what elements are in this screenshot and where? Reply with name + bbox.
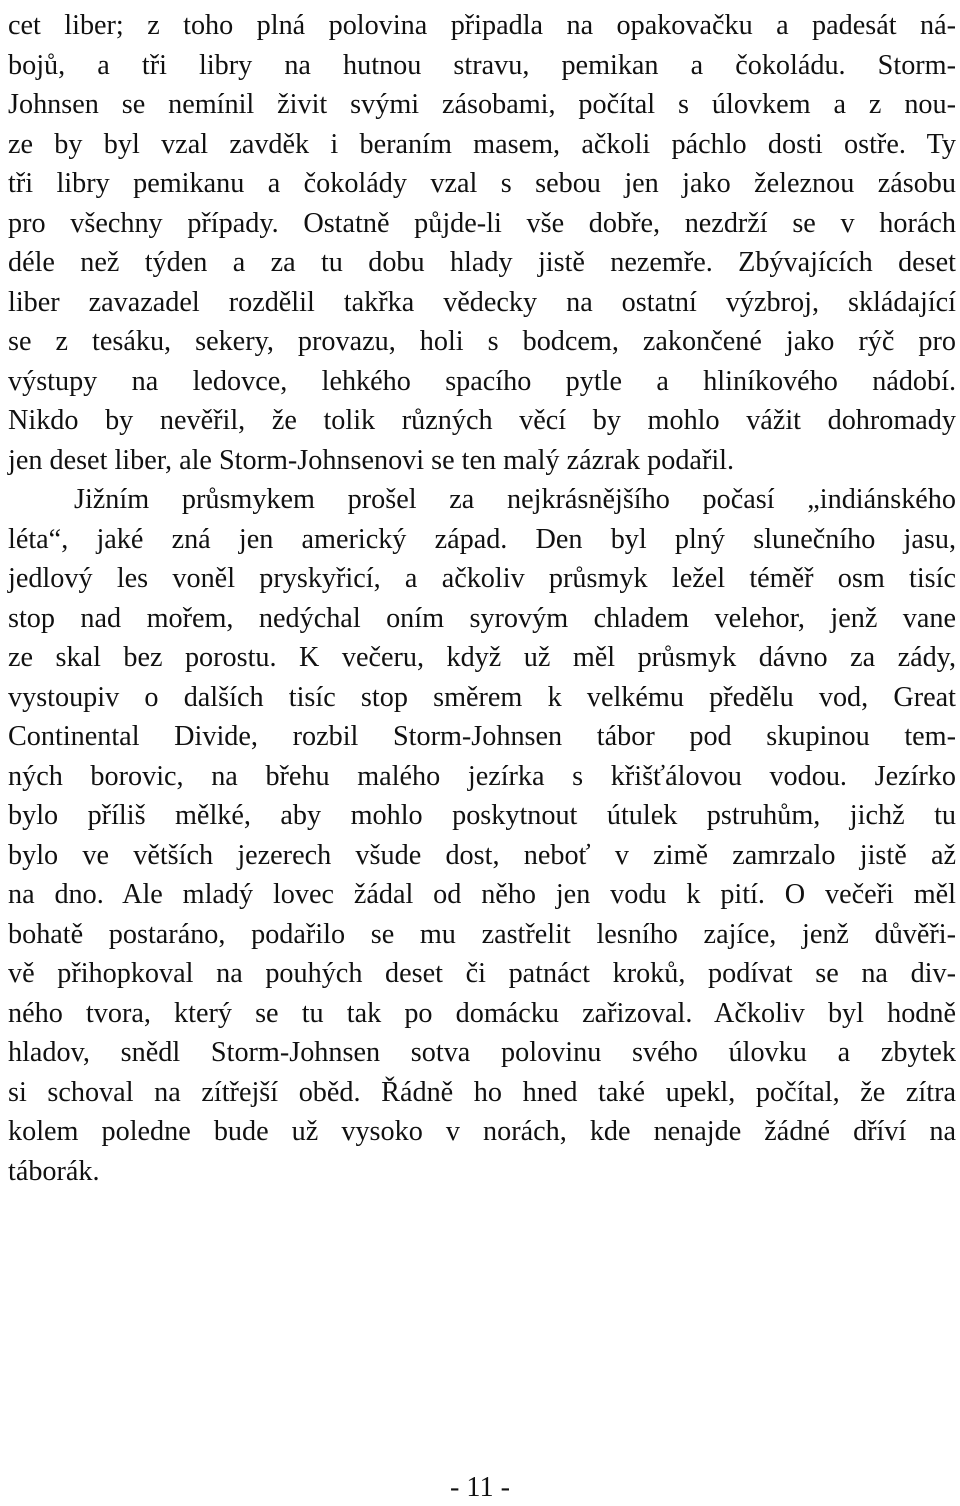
text-line: liber zavazadel rozdělil takřka vědecky na ostatní výzbroj, skládající [8,286,956,318]
text-line: ze skal bez porostu. K večeru, když už měl průsmyk dávno za zády, [8,642,956,673]
text-line: táborák. [8,1155,100,1187]
text-line: vě přihopkoval na pouhých deset či patnáct kroků, podívat se na div- [8,958,956,989]
text-line: Continental Divide, rozbil Storm-Johnsen tábor pod skupinou tem- [8,721,956,752]
text-line: stop nad mořem, nedýchal oním syrovým chladem velehor, jenž vane [8,602,956,634]
text-line: bohatě postaráno, podařilo se mu zastřelit lesního zajíce, jenž důvěři- [8,918,956,950]
text-line: déle než týden a za tu dobu hlady jistě nezemře. Zbývajících deset [8,247,956,278]
text-line: cet liber; z toho plná polovina připadla na opakovačku a padesát ná- [8,10,956,41]
text-line: kolem poledne bude už vysoko v norách, kde nenajde žádné dříví na [8,1116,956,1147]
body-text [8,6,956,1191]
text-line: ného tvora, který se tu tak po domácku zařizoval. Ačkoliv byl hodně [8,997,956,1029]
text-line: Johnsen se nemínil živit svými zásobami, počítal s úlovkem a z nou- [8,89,956,120]
text-line: jen deset liber, ale Storm-Johnsenovi se ten malý zázrak podařil. [8,444,735,476]
text-line: bojů, a tři libry na hutnou stravu, pemikan a čokoládu. Storm- [8,49,956,81]
text-line: vystoupiv o dalších tisíc stop směrem k velkému předělu vod, Great [8,681,956,713]
text-line: hladov, snědl Storm-Johnsen sotva polovinu svého úlovku a zbytek [8,1037,956,1068]
text-line: si schoval na zítřejší oběd. Řádně ho hned také upekl, počítal, že zítra [8,1076,956,1108]
text-line: ze by byl vzal zavděk i beraním masem, ačkoli páchlo dosti ostře. Ty [8,128,956,160]
text-line: Nikdo by nevěřil, že tolik různých věcí by mohlo vážit dohromady [8,405,956,436]
text-line: tři libry pemikanu a čokolády vzal s sebou jen jako železnou zásobu [8,168,956,199]
text-line: výstupy na ledovce, lehkého spacího pytle a hliníkového nádobí. [8,365,956,397]
text-line: bylo ve větších jezerech všude dost, neboť v zimě zamrzalo jistě až [8,839,956,871]
text-line: se z tesáku, sekery, provazu, holi s bodcem, zakončené jako rýč pro [8,326,956,357]
text-line: jedlový les voněl pryskyřicí, a ačkoliv průsmyk ležel téměř osm tisíc [8,563,956,594]
text-line: Jižním průsmykem prošel za nejkrásnějšího počasí „indiánského [74,484,956,515]
text-line: ných borovic, na břehu malého jezírka s křišťálovou vodou. Jezírko [8,760,956,792]
text-line: pro všechny případy. Ostatně půjde-li vše dobře, nezdrží se v horách [8,207,956,239]
text-line: bylo příliš mělké, aby mohlo poskytnout útulek pstruhům, jichž tu [8,800,956,831]
text-line: léta“, jaké zná jen americký západ. Den byl plný slunečního jasu, [8,523,956,555]
text-line: na dno. Ale mladý lovec žádal od něho jen vodu k pití. O večeři měl [8,879,956,910]
page-number: - 11 - [449,1472,510,1503]
